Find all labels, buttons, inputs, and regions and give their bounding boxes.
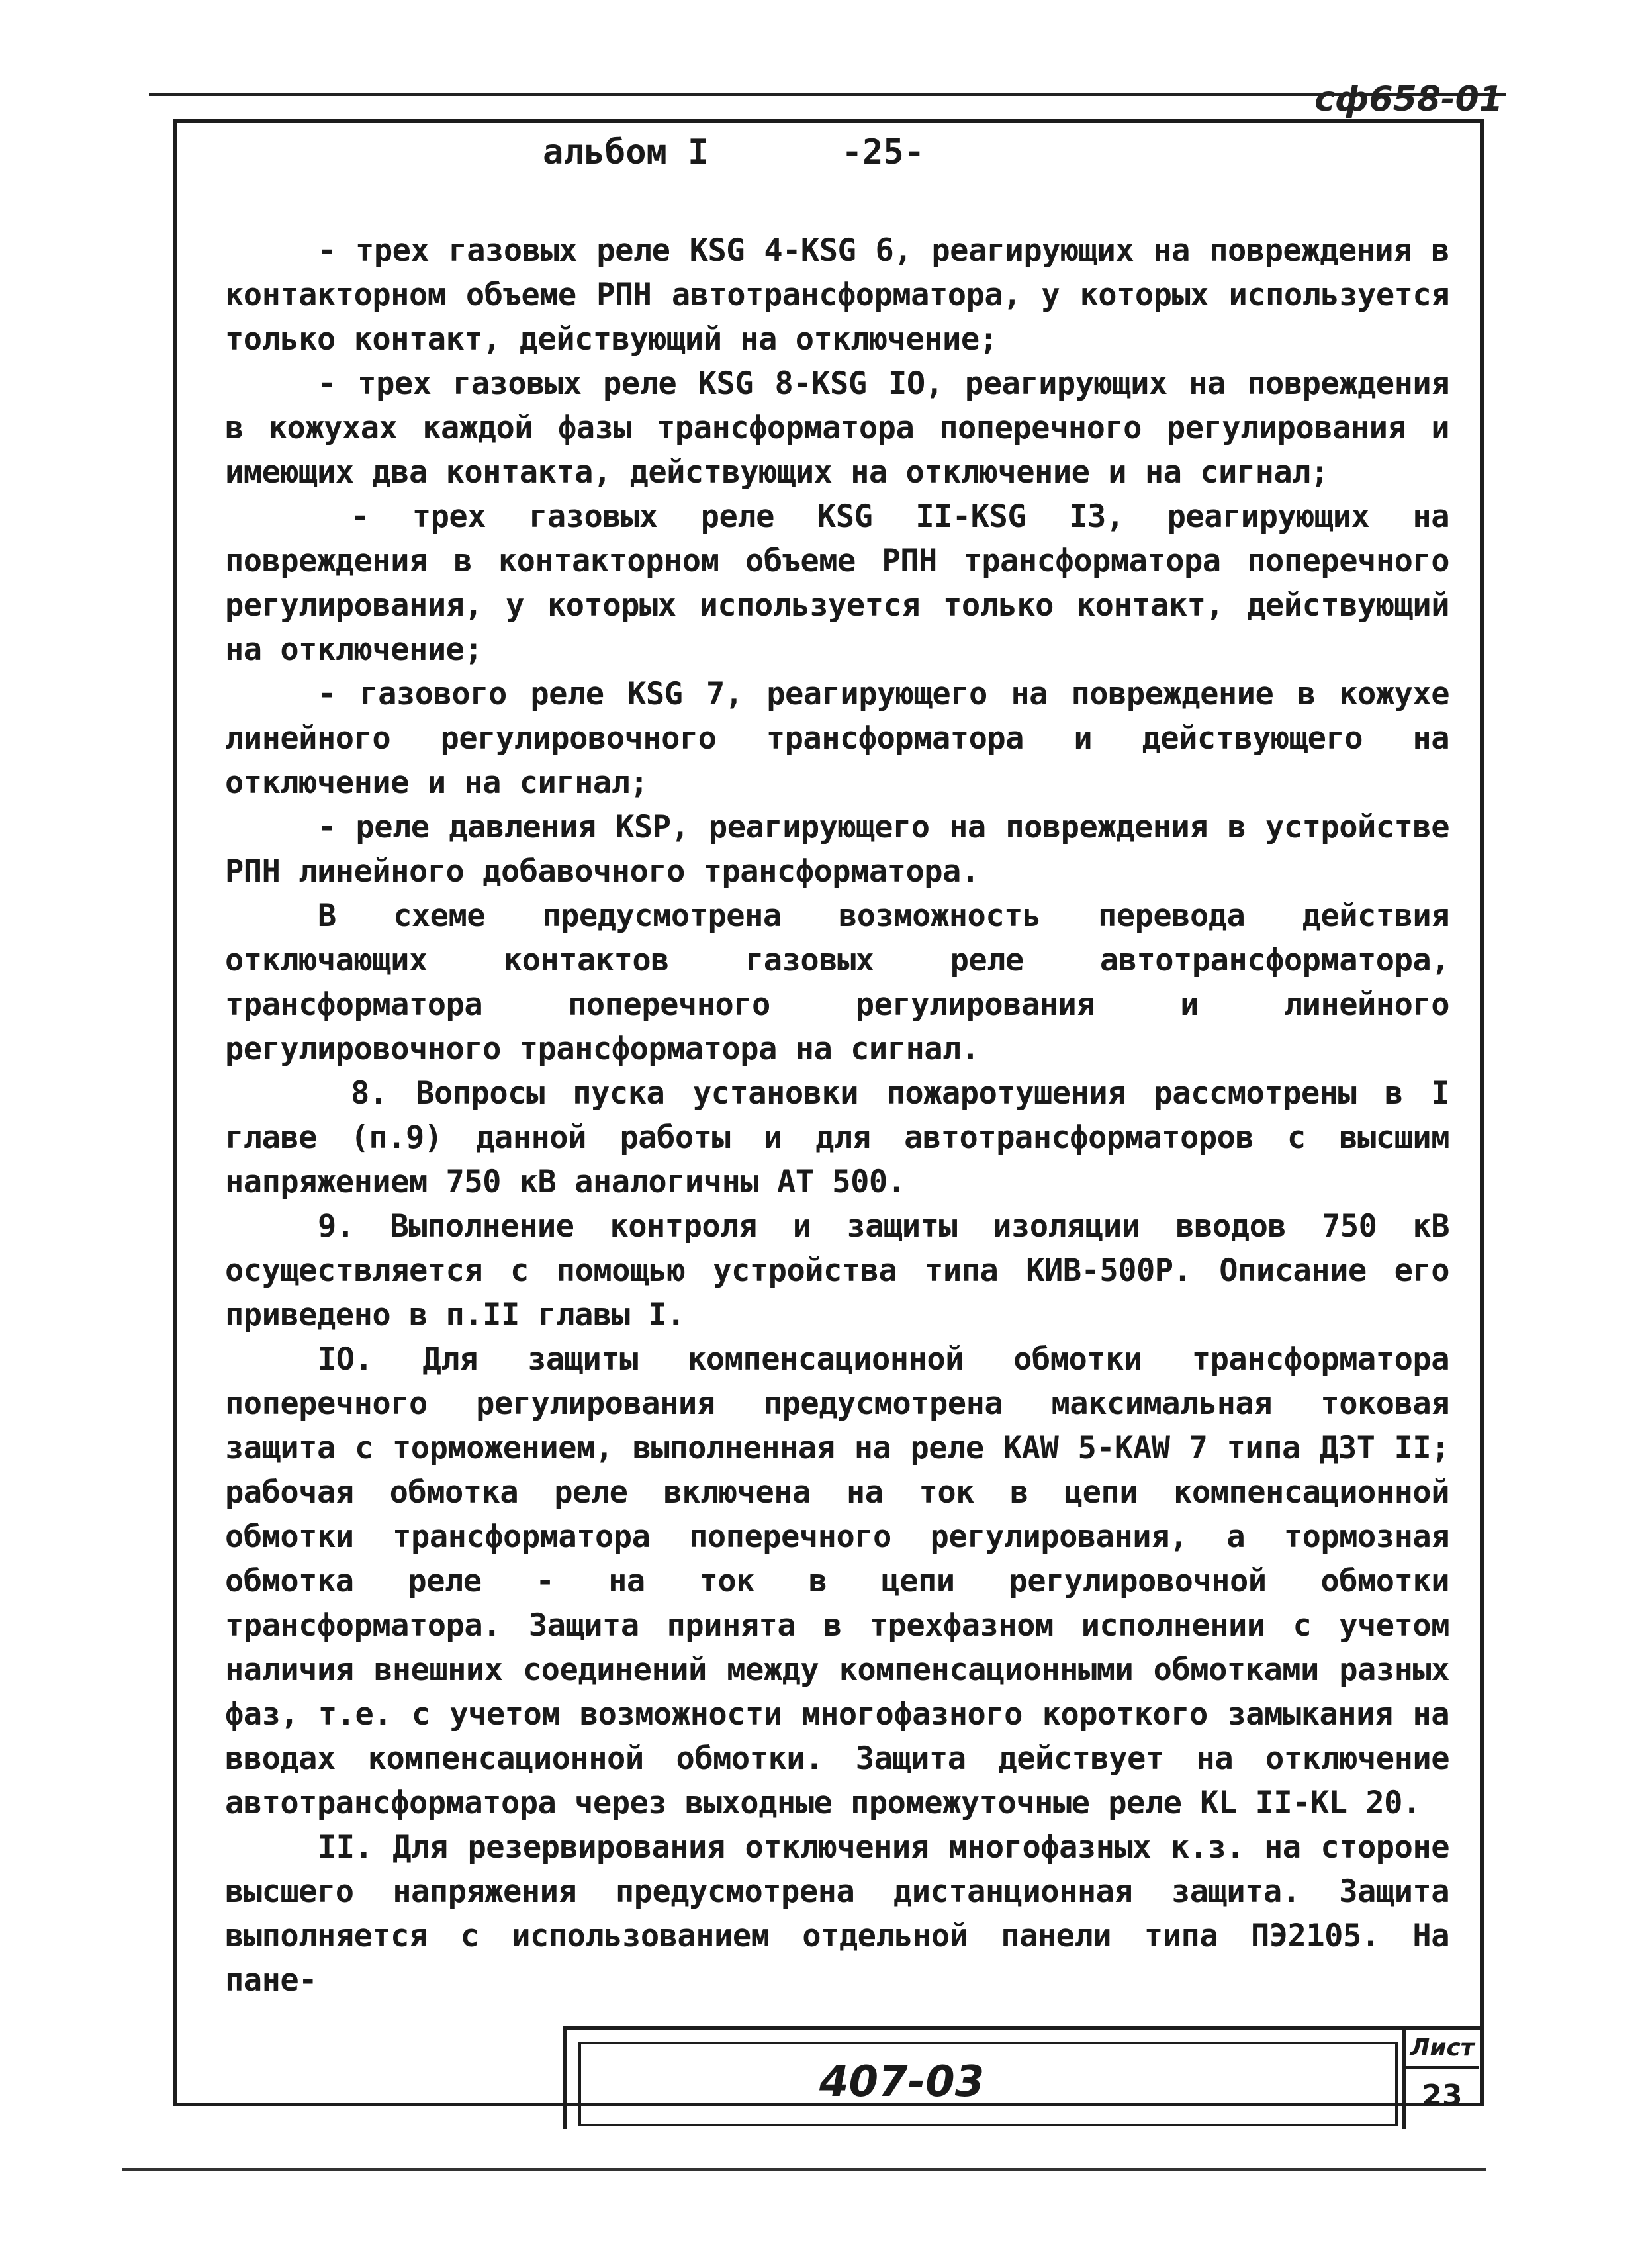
paragraph: - трех газовых реле KSG 4-KSG 6, реагирующих на повреждения в контакторном объеме РПН автотрансформатора, у которых используется только контакт, действующий на отключение; [225,232,1449,357]
document-code: сф658-01 [1314,79,1503,119]
paragraph: IO. Для защиты компенсационной обмотки трансформатора поперечного регулирования предусмотрена максимальная токовая защита с торможением, выполненная на реле KAW 5-KAW 7 типа ДЗТ II; рабочая обмотка реле включена на ток в цепи компенсационной обмотки трансформатора поперечного регулирования, а тормозная обмотка реле - на ток в цепи регулировочной обмотки трансформатора. Защита принята в трехфазном исполнении с учетом наличия внешних соединений между компенсационными обмотками разных фаз, т.е. с учетом возможности многофазного короткого замыкания на вводах компенсационной обмотки. Защита действует на отключение автотрансформатора через выходные промежуточные реле KL II-KL 20. [225,1341,1449,1821]
paragraph: 9. Выполнение контроля и защиты изоляции вводов 750 кВ осуществляется с помощью устройства типа КИВ-500Р. Описание его приведено в п.II главы I. [225,1208,1449,1333]
body-text [225,228,1449,2003]
paragraph: II. Для резервирования отключения многофазных к.з. на стороне высшего напряжения предусмотрена дистанционная защита. Защита выполняется с использованием отдельной панели типа ПЭ2105. На пане- [225,1829,1449,1999]
top-rule [149,93,1506,96]
paragraph: 8. Вопросы пуска установки пожаротушения рассмотрены в I главе (п.9) данной работы и для автотрансформаторов с высшим напряжением 750 кВ аналогичны АТ 500. [225,1075,1449,1200]
sheet-label: Лист [1406,2030,1479,2069]
drawing-code: 407-03 [819,2057,985,2106]
bottom-rule [122,2168,1486,2171]
paragraph: - реле давления KSP, реагирующего на повреждения в устройстве РПН линейного добавочного трансформатора. [225,809,1449,890]
page-header [543,132,925,172]
paragraph: - газового реле KSG 7, реагирующего на повреждение в кожухе линейного регулировочного трансформатора и действующего на отключение и на сигнал; [225,676,1449,801]
paragraph: - трех газовых реле KSG 8-KSG IO, реагирующих на повреждения в кожухах каждой фазы трансформатора поперечного регулирования и имеющих два контакта, действующих на отключение и на сигнал; [225,365,1449,491]
sheet-number: 23 [1422,2079,1463,2112]
title-block [563,2026,1480,2129]
paragraph: В схеме предусмотрена возможность перевода действия отключающих контактов газовых реле автотрансформатора, трансформатора поперечного регулирования и линейного регулировочного трансформатора на сигнал. [225,898,1449,1067]
album-label: альбом I [543,132,709,172]
page-number: -25- [841,132,925,172]
title-block-inner [578,2042,1398,2126]
paragraph: - трех газовых реле KSG II-KSG I3, реагирующих на повреждения в контакторном объеме РПН трансформатора поперечного регулирования, у которых используется только контакт, действующий на отключение; [225,498,1449,668]
sheet-box [1402,2030,1479,2129]
